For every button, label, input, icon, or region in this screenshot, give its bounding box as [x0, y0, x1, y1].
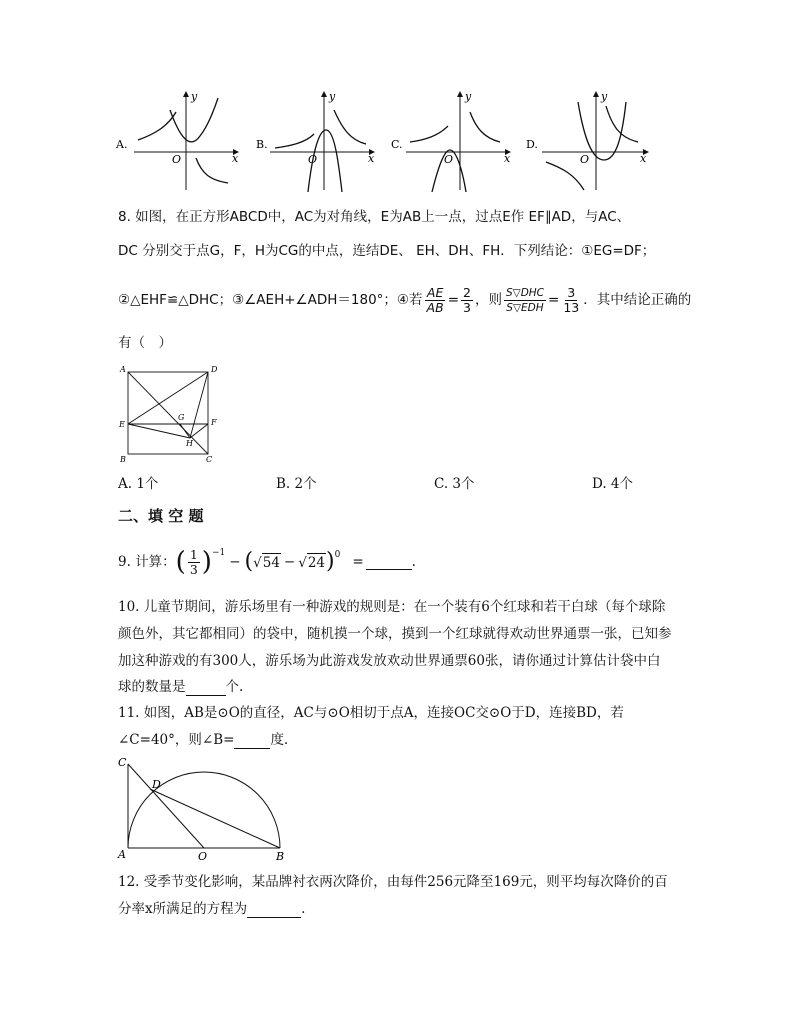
q7-graph-svg [110, 88, 670, 198]
q9-sqrt54-sign: √ [253, 554, 262, 571]
q7-option-b-label: B. [256, 138, 268, 151]
q10-line1: 10. 儿童节期间，游乐场里有一种游戏的规则是：在一个装有6个红球和若干白球（每个球除 [118, 599, 666, 615]
q8-frac4-num: 3 [567, 284, 576, 300]
q9-frac-num: 1 [189, 546, 198, 562]
q7-graph-b-o: O [308, 153, 318, 166]
q7-graph-a-y: y [191, 90, 198, 103]
q8-frac-3-13 [561, 286, 581, 315]
q7-option-a-label: A. [116, 138, 128, 151]
q9-exp-neg1: −1 [211, 548, 226, 558]
q8-fig-label-g: G [178, 413, 185, 422]
q7-graph-d-o: O [580, 153, 590, 166]
q8-line4: 有（ ） [118, 335, 172, 351]
q8-fig-label-b: B [120, 455, 126, 464]
q11-line1: 11. 如图，AB是⊙O的直径，AC与⊙O相切于点A，连接OC交⊙O于D，连接BD，若 [118, 705, 624, 721]
q7-graph-d-x: x [640, 152, 647, 165]
q7-graph-b-x: x [368, 152, 375, 165]
q7-graph-b-y: y [329, 90, 336, 103]
q7-graph-a [115, 90, 239, 190]
q8-line3-a: ②△EHF≌△DHC；③∠AEH+∠ADH＝180°；④若 [118, 292, 423, 308]
q11-line2b: 度. [270, 732, 289, 748]
q8-frac2-den: 3 [463, 299, 471, 315]
q9-rparen1: ) [201, 547, 212, 577]
q11-line2 [118, 731, 288, 749]
q8-fig-label-d: D [211, 365, 218, 374]
q9-lparen2: ( [244, 549, 254, 574]
q9-sqrt24 [298, 553, 326, 572]
q8-frac-2-3 [461, 286, 473, 315]
q7-graph-c-x: x [504, 152, 511, 165]
q8-frac-ae-ab [425, 286, 446, 315]
q7-graphs [110, 88, 670, 198]
q12-line1: 12. 受季节变化影响，某品牌衬衣两次降价，由每件256元降至169元，则平均每次降价的百 [118, 874, 668, 890]
q8-figure [118, 362, 228, 466]
q11-answer-blank[interactable] [234, 734, 270, 749]
q8-fig-label-h: H [186, 439, 193, 448]
q8-frac2-num: 2 [463, 284, 471, 300]
q8-choice-d: D. 4个 [592, 476, 634, 492]
q12-line2a: 分率x所满足的方程为 [118, 901, 248, 917]
q9-frac-den: 3 [189, 561, 198, 577]
q9-minus2: − [283, 554, 296, 570]
q7-graph-b [256, 90, 375, 192]
q8-choice-a: A. 1个 [118, 476, 159, 492]
q11-fig-label-a: A [118, 848, 126, 861]
q10-line3: 加这种游戏的有300人，游乐场为此游戏发放欢动世界通票60张，请你通过计算估计袋中白 [118, 653, 661, 669]
section2-title: 二、填 空 题 [118, 507, 204, 525]
q8-choice-c: C. 3个 [434, 476, 475, 492]
q9-answer-blank[interactable] [366, 555, 412, 570]
q8-frac1-den: AB [426, 299, 444, 315]
q11-fig-label-o: O [198, 850, 208, 863]
q7-graph-a-o: O [172, 153, 182, 166]
q9-rparen2: ) [326, 549, 335, 574]
q9-line [118, 540, 416, 584]
q8-frac4-den: 13 [563, 299, 580, 315]
q8-fig-label-e: E [119, 420, 125, 429]
q8-line1: 8. 如图，在正方形ABCD中，AC为对角线，E为AB上一点，过点E作 EF∥AD，与AC、 [118, 209, 631, 225]
q7-option-d-label: D. [526, 138, 538, 151]
q11-fig-label-d: D [152, 778, 161, 791]
q8-frac1-num: AE [426, 284, 444, 300]
q9-eq: = [352, 554, 364, 570]
q8-line3 [118, 280, 691, 320]
q9-sqrt54 [253, 553, 281, 572]
q9-sqrt24-value: 24 [307, 554, 326, 571]
q12-line2b: . [301, 901, 306, 917]
q7-graph-c-y: y [465, 90, 472, 103]
q10-line4a: 球的数量是 [118, 679, 186, 695]
q8-tail: ．其中结论正确的 [583, 292, 692, 308]
q11-fig-label-b: B [276, 850, 285, 863]
q9-lparen1: ( [175, 547, 186, 577]
q8-frac3-num: S▽DHC [505, 286, 545, 299]
q10-answer-blank[interactable] [186, 681, 226, 696]
q10-line4b: 个. [225, 679, 244, 695]
q9-period: . [411, 554, 416, 570]
q7-graph-d [526, 90, 648, 190]
q8-frac-area [504, 286, 546, 315]
q11-figure [112, 752, 292, 864]
q9-frac-1-3 [188, 548, 200, 577]
q10-line4 [118, 678, 243, 696]
q8-line2: DC 分别交于点G，F，H为CG的中点，连结DE、 EH、DH、FH．下列结论：①EG=DF； [118, 243, 656, 259]
q7-option-c-label: C. [391, 138, 403, 151]
q11-figure-svg [112, 752, 292, 864]
q7-graph-c [391, 90, 511, 192]
q9-sqrt24-sign: √ [298, 554, 307, 571]
q11-line2a: ∠C=40°，则∠B= [118, 732, 235, 748]
q7-graph-d-y: y [601, 90, 608, 103]
q12-answer-blank[interactable] [247, 903, 301, 918]
q9-prefix: 9. 计算： [118, 554, 176, 570]
q9-exp-zero: 0 [334, 550, 341, 560]
q8-mid: ，则 [474, 292, 502, 308]
q8-figure-svg [118, 362, 228, 466]
q8-fig-label-f: F [211, 418, 217, 427]
q9-minus: − [229, 554, 241, 570]
q7-graph-c-o: O [444, 153, 454, 166]
q7-graph-a-x: x [232, 152, 239, 165]
q8-fig-label-c: C [206, 455, 213, 464]
q12-line2 [118, 900, 305, 918]
q8-fig-label-a: A [120, 365, 126, 374]
q8-eq1: = [447, 292, 459, 308]
q11-fig-label-c: C [118, 756, 127, 769]
q8-eq2: = [548, 292, 560, 308]
q8-choice-b: B. 2个 [276, 476, 317, 492]
q8-frac3-den: S▽EDH [506, 301, 544, 314]
q10-line2: 颜色外，其它都相同）的袋中，随机摸一个球，摸到一个红球就得欢动世界通票一张，已知参 [118, 626, 672, 642]
q9-sqrt54-value: 54 [262, 554, 280, 571]
